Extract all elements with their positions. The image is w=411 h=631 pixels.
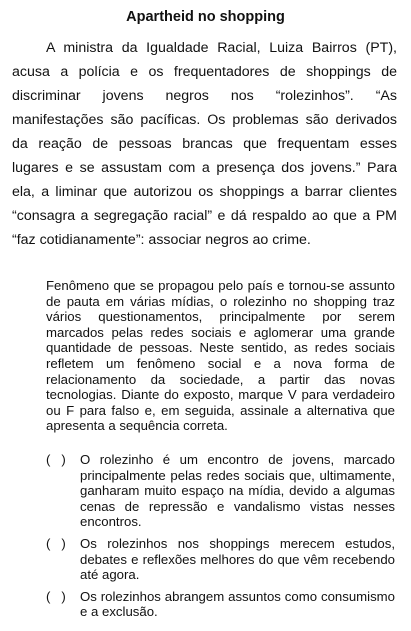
answer-checkbox[interactable]: ( )	[46, 451, 66, 467]
answer-checkbox[interactable]: ( )	[46, 588, 66, 604]
option-text: Os rolezinhos abrangem assuntos como consumismo e a exclusão.	[80, 588, 395, 620]
option-item	[46, 536, 395, 583]
question-statement: Fenômeno que se propagou pelo país e tornou-se assunto de pauta em várias mídias, o rolezinho no shopping traz vários questionamentos, principalmente por serem marcados pelas redes sociais e aglomerar uma grande quantidade de pessoas. Neste sentido, as redes sociais refletem um fenômeno social e a nova forma de relacionamento da sociedade, a partir das novas tecnologias. Diante do exposto, marque V para verdadeiro ou F para falso e, em seguida, assinale a alternativa que apresenta a sequência correta.	[46, 278, 395, 434]
true-false-options	[46, 452, 395, 620]
answer-checkbox[interactable]: ( )	[46, 535, 66, 551]
option-text: Os rolezinhos nos shoppings merecem estudos, debates e reflexões melhores do que vêm recebendo até agora.	[80, 535, 395, 583]
option-item	[46, 452, 395, 530]
article-title: Apartheid no shopping	[126, 9, 285, 25]
option-text: O rolezinho é um encontro de jovens, marcado principalmente pelas redes sociais que, ultimamente, ganharam muito espaço na mídia, devido a algumas cenas de repressão e vandalismo vistas nesses encontros.	[80, 451, 395, 530]
article-paragraph: A ministra da Igualdade Racial, Luiza Bairros (PT), acusa a polícia e os frequentadores de shoppings de discriminar jovens negros nos “rolezinhos”. “As manifestações são pacíficas. Os problemas são derivados da reação de pessoas brancas que frequentam esses lugares e se assustam com a presença dos jovens.” Para ela, a liminar que autorizou os shoppings a barrar clientes “consagra a segregação racial” e dá respaldo ao que a PM “faz cotidianamente”: associar negros ao crime.	[12, 40, 397, 248]
option-item	[46, 589, 395, 620]
